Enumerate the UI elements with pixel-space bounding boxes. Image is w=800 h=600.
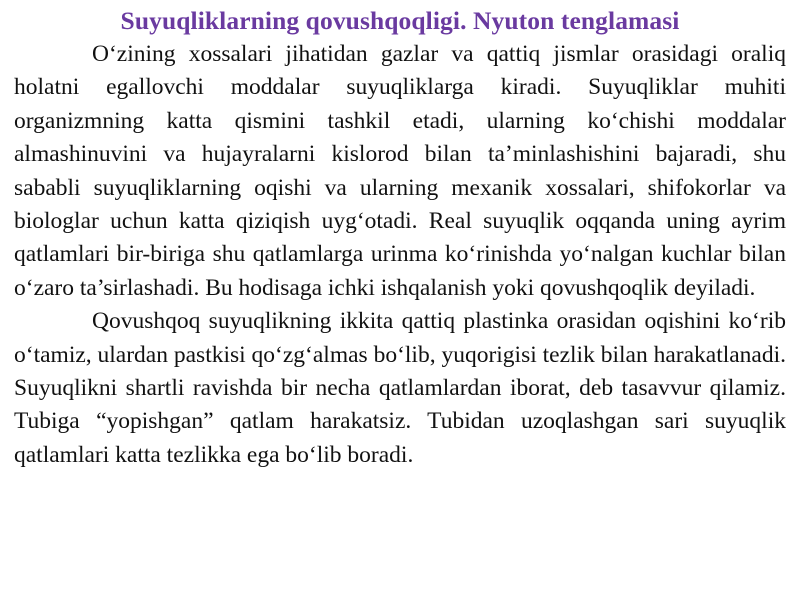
- document-page: [14, 4, 786, 472]
- paragraph-viscosity-intro: O‘zining xossalari jihatidan gazlar va qattiq jismlar orasidagi oraliq holatni egallovchi moddalar suyuqliklarga kiradi. Suyuqliklar muhiti organizmning katta qismini tashkil etadi, ularning ko‘chishi moddalar almashinuvini va hujayralarni kislorod bilan ta’minlashishini bajaradi, shu sababli suyuqliklarning oqishi va ularning mexanik xossalari, shifokorlar va biologlar uchun katta qiziqish uyg‘otadi. Real suyuqlik oqqanda uning ayrim qatlamlari bir-biriga shu qatlamlarga urinma ko‘rinishda yo‘nalgan kuchlar bilan o‘zaro ta’sirlashadi. Bu hodisaga ichki ishqalanish yoki qovushqoqlik deyiladi.: [14, 41, 786, 301]
- page-title: Suyuqliklarning qovushqoqligi. Nyuton tenglamasi: [120, 6, 680, 35]
- paragraph-plates-flow: Qovushqoq suyuqlikning ikkita qattiq plastinka orasidan oqishini ko‘rib o‘tamiz, ulardan pastkisi qo‘zg‘almas bo‘lib, yuqorigisi tezlik bilan harakatlanadi. Suyuqlikni shartli ravishda bir necha qatlamlardan iborat, deb tasavvur qilamiz. Tubiga “yopishgan” qatlam harakatsiz. Tubidan uzoqlashgan sari suyuqlik qatlamlari katta tezlikka ega bo‘lib boradi.: [14, 308, 787, 468]
